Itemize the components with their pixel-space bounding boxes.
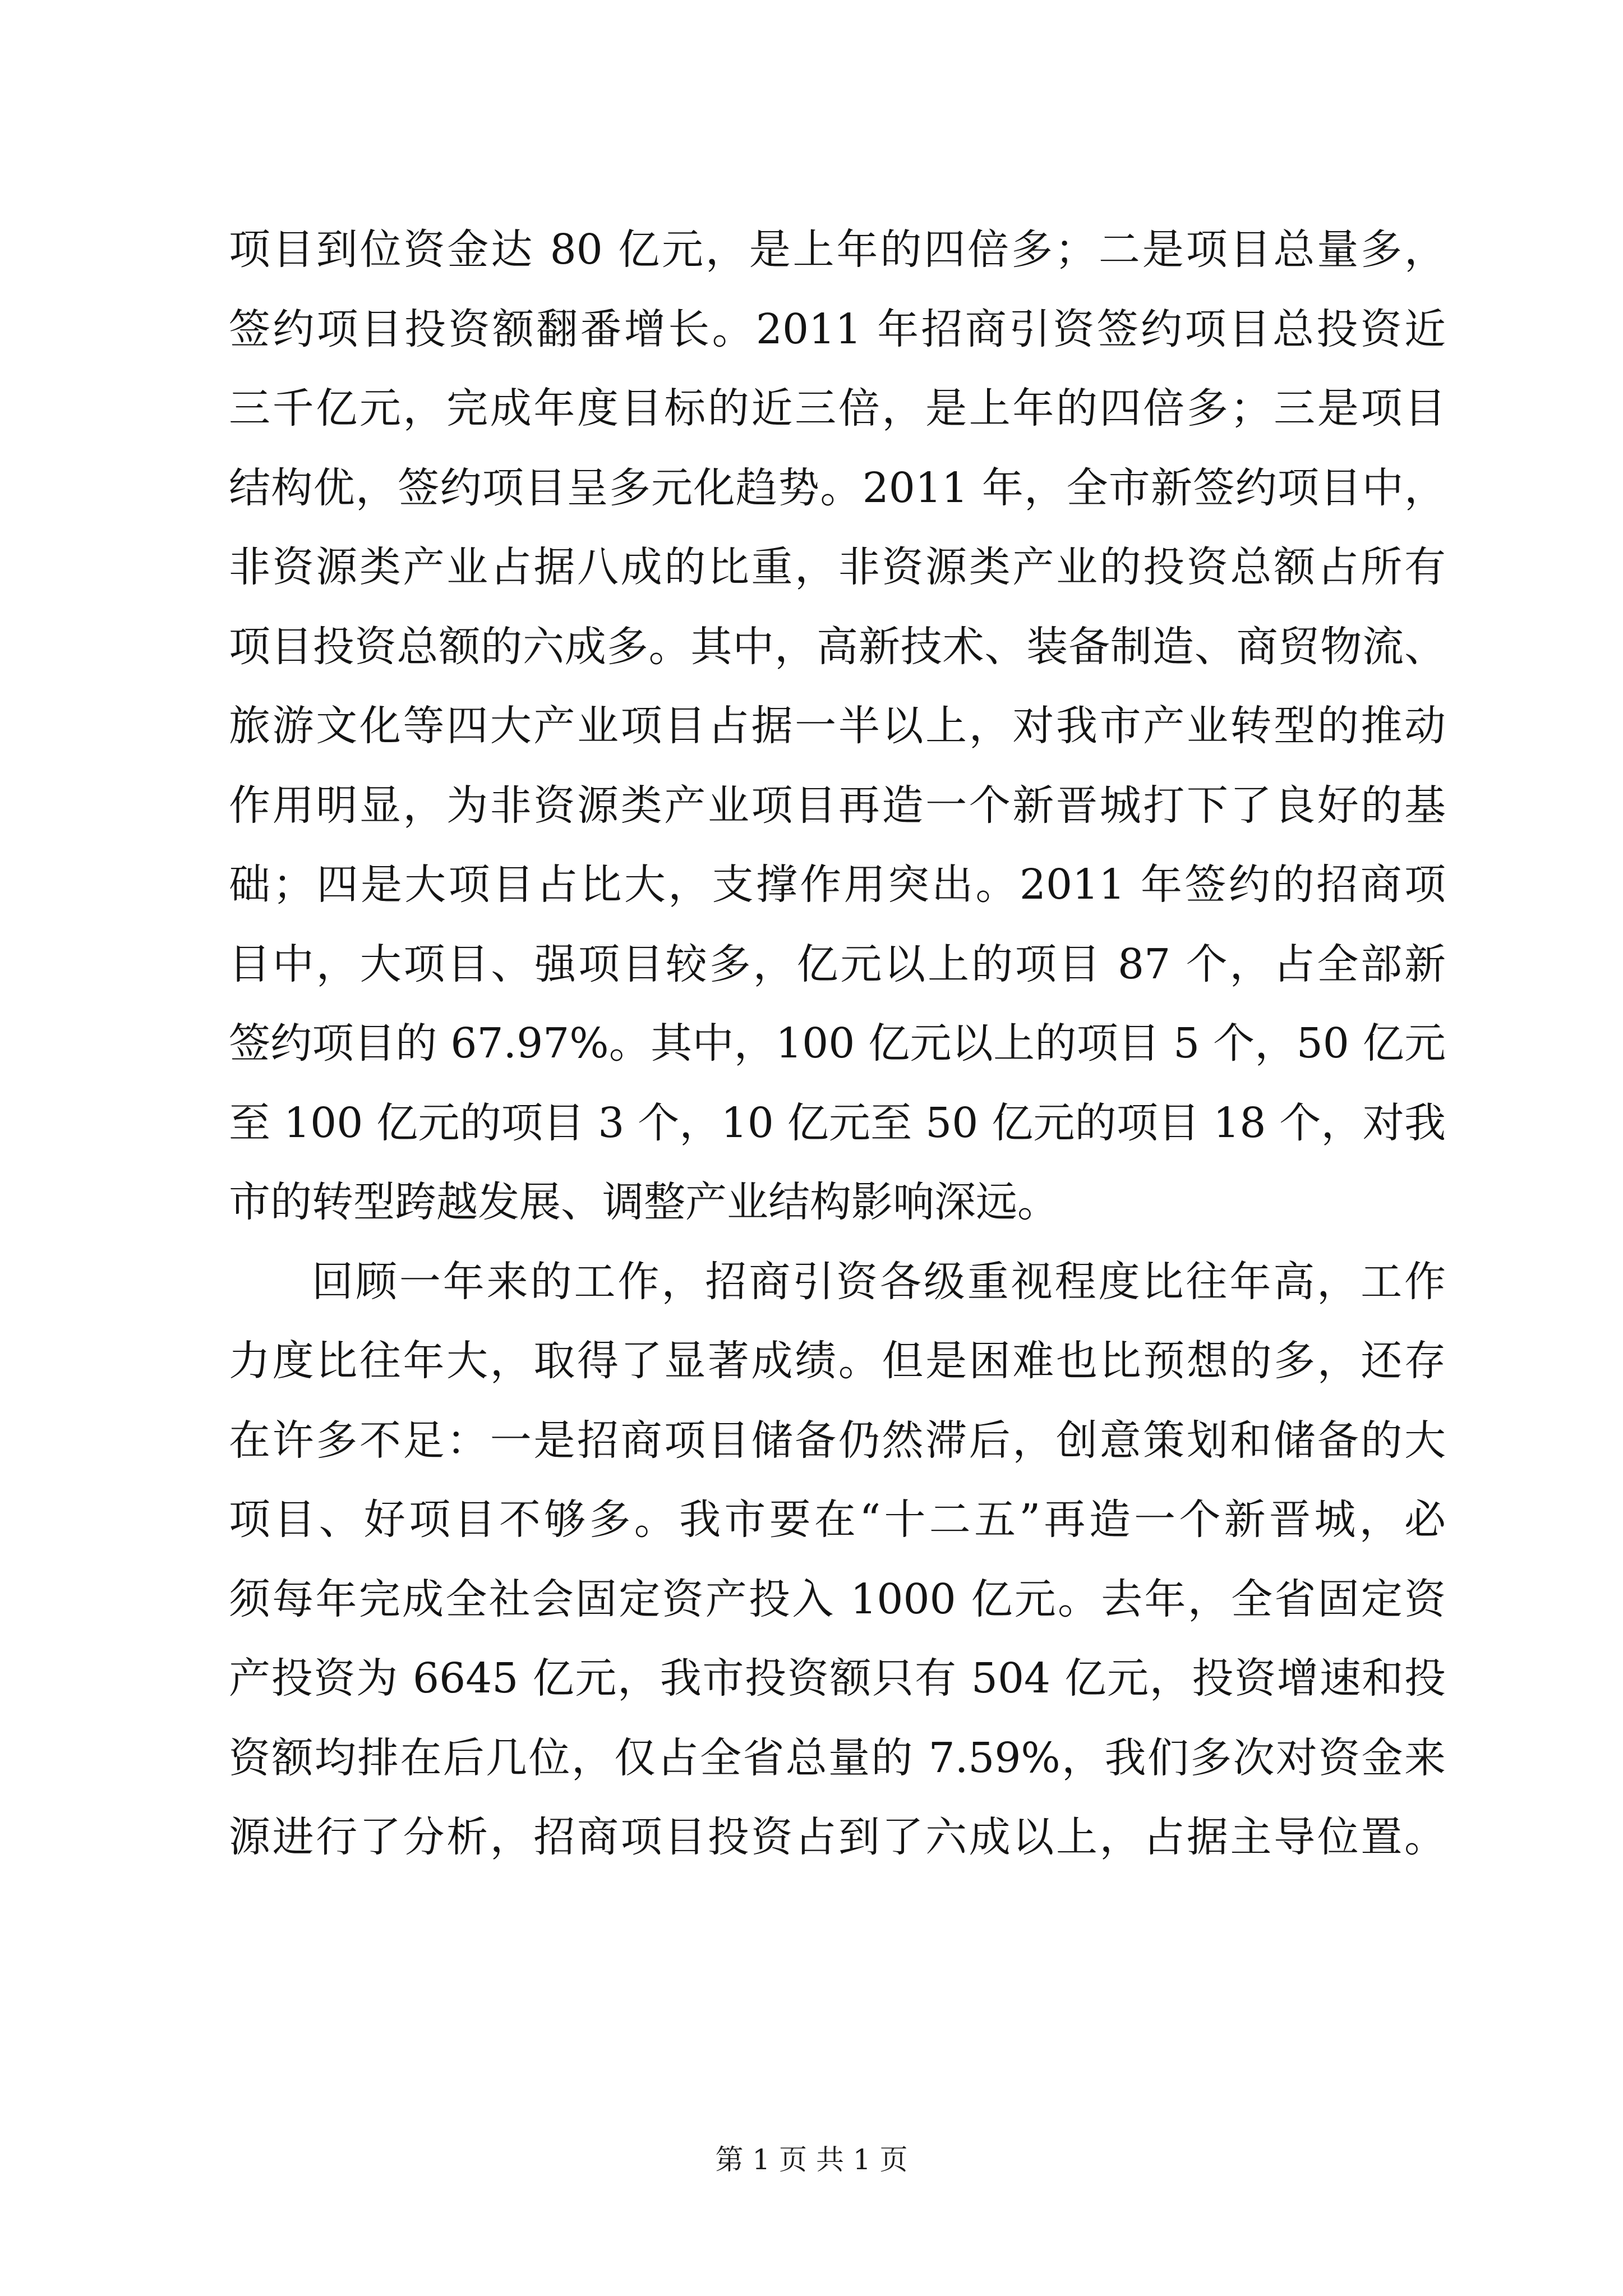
text-line: 三千亿元，完成年度目标的近三倍，是上年的四倍多；三是项目	[229, 384, 1446, 432]
text-line: 产投资为 6645 亿元，我市投资额只有 504 亿元，投资增速和投	[229, 1654, 1446, 1703]
text-line: 资额均排在后几位，仅占全省总量的 7.59%，我们多次对资金来	[229, 1733, 1446, 1782]
text-line: 在许多不足：一是招商项目储备仍然滞后，创意策划和储备的大	[229, 1416, 1446, 1465]
text-line: 结构优，签约项目呈多元化趋势。2011 年，全市新签约项目中，	[229, 463, 1446, 512]
text-line: 项目投资总额的六成多。其中，高新技术、装备制造、商贸物流、	[229, 622, 1446, 671]
paragraph-2	[229, 1243, 1446, 1878]
text-line: 项目到位资金达 80 亿元，是上年的四倍多；二是项目总量多，	[229, 226, 1446, 274]
text-line: 旅游文化等四大产业项目占据一半以上，对我市产业转型的推动	[229, 702, 1446, 750]
text-line: 力度比往年大，取得了显著成绩。但是困难也比预想的多，还存	[229, 1337, 1446, 1385]
text-line: 回顾一年来的工作，招商引资各级重视程度比往年高，工作	[312, 1257, 1446, 1306]
text-line: 须每年完成全社会固定资产投入 1000 亿元。去年，全省固定资	[229, 1575, 1446, 1623]
text-line: 至 100 亿元的项目 3 个，10 亿元至 50 亿元的项目 18 个，对我	[229, 1098, 1446, 1147]
text-line: 非资源类产业占据八成的比重，非资源类产业的投资总额占所有	[229, 543, 1446, 591]
text-line: 项目、好项目不够多。我市要在“十二五”再造一个新晋城，必	[229, 1496, 1446, 1544]
text-line: 作用明显，为非资源类产业项目再造一个新晋城打下了良好的基	[229, 781, 1446, 830]
text-line: 础；四是大项目占比大，支撑作用突出。2011 年签约的招商项	[229, 861, 1446, 909]
text-line: 源进行了分析，招商项目投资占到了六成以上，占据主导位置。	[229, 1813, 1446, 1861]
page-number-label: 第 1 页 共 1 页	[715, 2143, 908, 2176]
text-line: 目中，大项目、强项目较多，亿元以上的项目 87 个，占全部新	[229, 940, 1446, 988]
document-body	[229, 210, 1446, 1878]
text-line: 签约项目投资额翻番增长。2011 年招商引资签约项目总投资近	[229, 305, 1446, 353]
paragraph-1	[229, 210, 1446, 1243]
page-footer	[0, 2140, 1623, 2179]
text-line: 签约项目的 67.97%。其中，100 亿元以上的项目 5 个，50 亿元	[229, 1019, 1446, 1068]
text-line: 市的转型跨越发展、调整产业结构影响深远。	[229, 1178, 1059, 1226]
